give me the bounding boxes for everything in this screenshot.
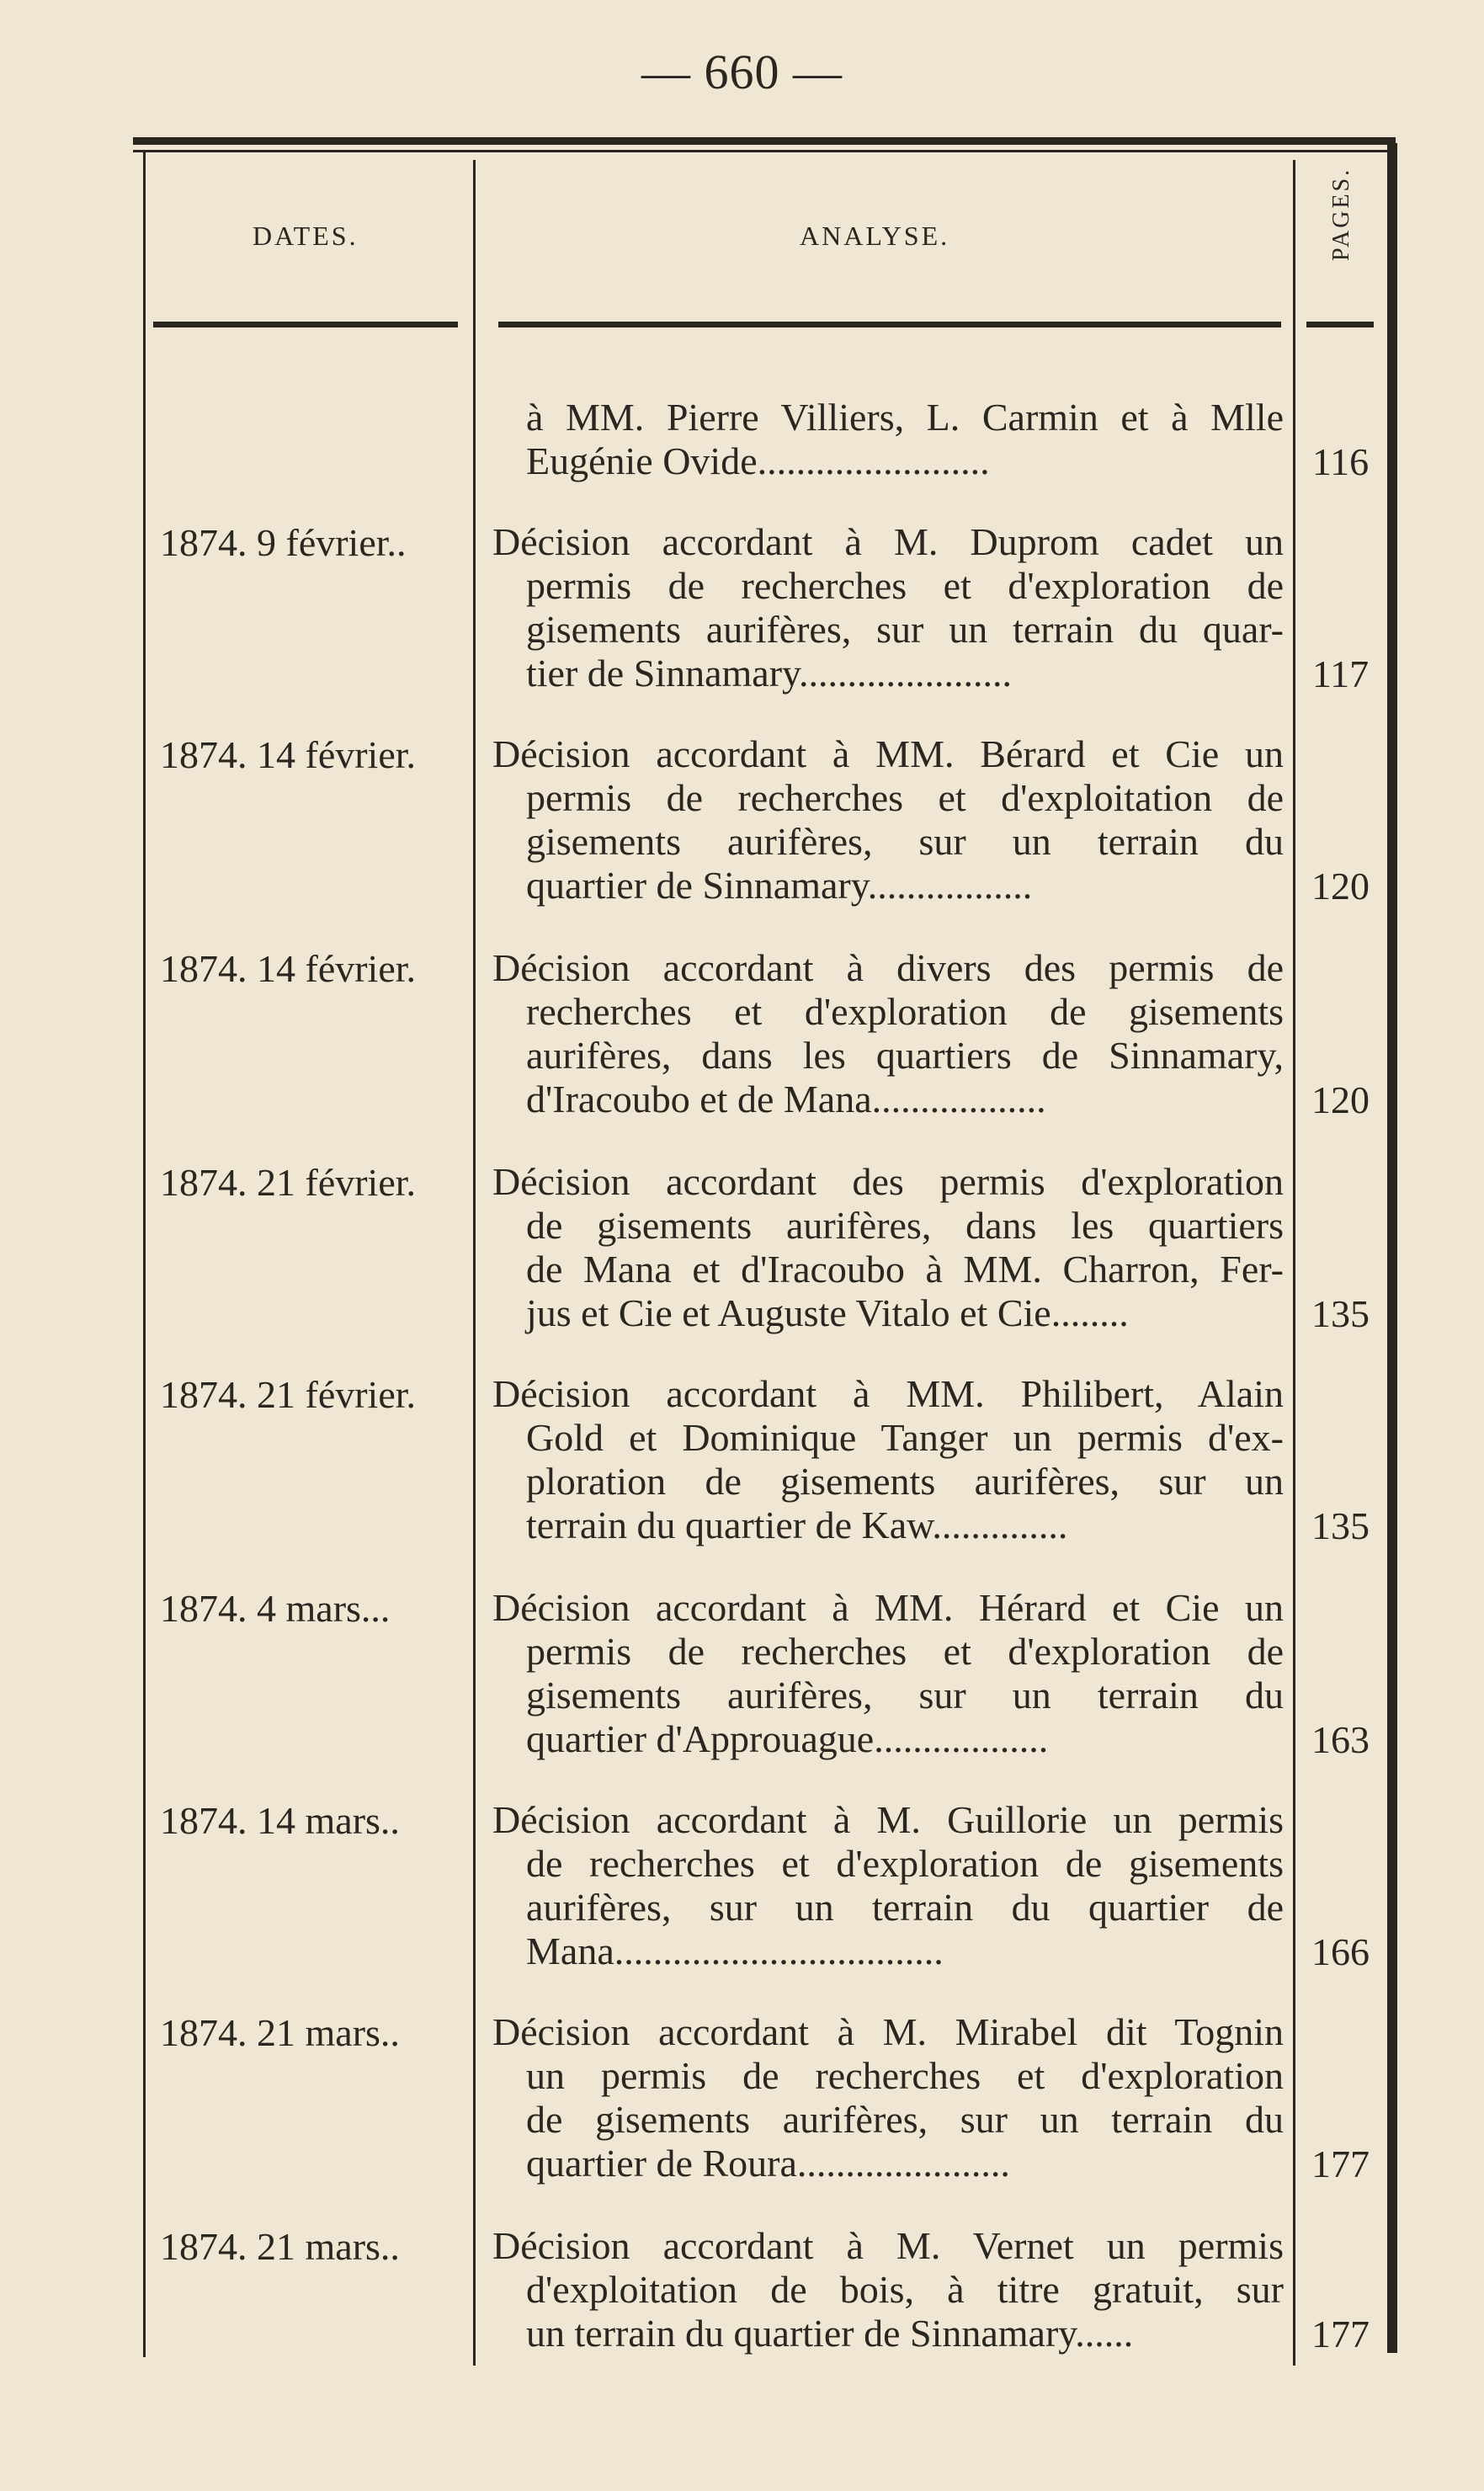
entry-date: 1874. 21 mars.. xyxy=(160,2011,400,2054)
analysis-line: un terrain du quartier de Sinnamary...... xyxy=(526,2312,1134,2355)
analysis-line: quartier de Sinnamary................. xyxy=(526,864,1033,907)
analysis-line: Décision accordant à MM. Hérard et Cie un xyxy=(492,1586,1284,1629)
analysis-line: permis de recherches et d'exploration de xyxy=(526,1630,1284,1673)
page-reference: 135 xyxy=(1311,1504,1370,1547)
entry-date: 1874. 21 février. xyxy=(160,1373,417,1416)
page-reference: 116 xyxy=(1311,440,1370,483)
entry-date: 1874. 14 mars.. xyxy=(160,1799,400,1842)
analysis-line: Décision accordant à M. Guillorie un permis xyxy=(492,1798,1284,1841)
page-reference: 177 xyxy=(1311,2142,1370,2185)
page-reference: 135 xyxy=(1311,1292,1370,1335)
analysis-line: terrain du quartier de Kaw.............. xyxy=(526,1504,1068,1546)
analysis-line: Décision accordant à M. Duprom cadet un xyxy=(492,520,1284,563)
analysis-line: Décision accordant à divers des permis de xyxy=(492,946,1284,989)
analysis-line: gisements aurifères, sur un terrain du quar- xyxy=(526,608,1284,651)
analysis-line: Décision accordant des permis d'exploration xyxy=(492,1160,1284,1203)
analysis-line: quartier de Roura...................... xyxy=(526,2142,1010,2185)
page-reference: 163 xyxy=(1311,1718,1370,1761)
entry-date: 1874. 21 mars.. xyxy=(160,2225,400,2268)
analysis-line: tier de Sinnamary...................... xyxy=(526,652,1013,695)
analysis-line: ploration de gisements aurifères, sur un xyxy=(526,1460,1284,1503)
entry-date: 1874. 14 février. xyxy=(160,733,417,776)
analysis-line: d'exploitation de bois, à titre gratuit, sur xyxy=(526,2268,1284,2311)
analysis-line: Eugénie Ovide........................ xyxy=(526,439,990,482)
entry-date: 1874. 14 février. xyxy=(160,947,417,990)
analysis-line: gisements aurifères, sur un terrain du xyxy=(526,820,1284,863)
analysis-line: aurifères, sur un terrain du quartier de xyxy=(526,1886,1284,1929)
analysis-line: Décision accordant à M. Vernet un permis xyxy=(492,2224,1284,2267)
header-dates: DATES. xyxy=(253,221,359,251)
header-rule-pages xyxy=(1306,322,1374,327)
analysis-line: aurifères, dans les quartiers de Sinnamary, xyxy=(526,1034,1284,1077)
header-pages: PAGES. xyxy=(1328,167,1354,261)
header-rule-analyse xyxy=(498,322,1281,327)
analysis-line: Décision accordant à MM. Bérard et Cie un xyxy=(492,732,1284,775)
analysis-line: de gisements aurifères, sur un terrain du xyxy=(526,2098,1284,2141)
analysis-line: à MM. Pierre Villiers, L. Carmin et à Mlle xyxy=(526,396,1284,439)
column-separator-dates xyxy=(473,160,476,2366)
page-reference: 166 xyxy=(1311,1930,1370,1973)
analysis-line: quartier d'Approuague.................. xyxy=(526,1717,1049,1760)
analysis-line: Décision accordant à MM. Philibert, Alain xyxy=(492,1372,1284,1415)
analysis-line: permis de recherches et d'exploitation de xyxy=(526,776,1284,819)
table-top-rule-thin xyxy=(133,150,1396,152)
page-number: — 660 — xyxy=(641,45,843,99)
page-reference: 177 xyxy=(1311,2313,1370,2355)
table-left-border xyxy=(143,152,146,2357)
analysis-line: Mana.................................. xyxy=(526,1929,944,1972)
header-rule-dates xyxy=(153,322,458,327)
analysis-line: recherches et d'exploration de gisements xyxy=(526,990,1284,1033)
page-reference: 120 xyxy=(1311,865,1370,908)
entry-date: 1874. 21 février. xyxy=(160,1161,417,1204)
column-separator-pages xyxy=(1293,160,1295,2366)
page-reference: 117 xyxy=(1311,652,1370,695)
analysis-line: d'Iracoubo et de Mana.................. xyxy=(526,1078,1046,1120)
analysis-line: de recherches et d'exploration de gisements xyxy=(526,1842,1284,1885)
table-right-border xyxy=(1387,143,1397,2353)
analysis-line: jus et Cie et Auguste Vitalo et Cie........ xyxy=(526,1291,1129,1334)
analysis-line: Gold et Dominique Tanger un permis d'ex- xyxy=(526,1416,1284,1459)
entry-date: 1874. 9 février.. xyxy=(160,521,407,564)
analysis-line: permis de recherches et d'exploration de xyxy=(526,564,1284,607)
page-reference: 120 xyxy=(1311,1078,1370,1121)
analysis-line: de gisements aurifères, dans les quartiers xyxy=(526,1204,1284,1247)
entry-date: 1874. 4 mars... xyxy=(160,1587,391,1630)
analysis-line: un permis de recherches et d'exploration xyxy=(526,2054,1284,2097)
header-analyse: ANALYSE. xyxy=(800,221,950,251)
analysis-line: gisements aurifères, sur un terrain du xyxy=(526,1674,1284,1717)
analysis-line: de Mana et d'Iracoubo à MM. Charron, Fer- xyxy=(526,1248,1284,1291)
analysis-line: Décision accordant à M. Mirabel dit Tognin xyxy=(492,2010,1284,2053)
table-top-rule xyxy=(133,137,1396,145)
